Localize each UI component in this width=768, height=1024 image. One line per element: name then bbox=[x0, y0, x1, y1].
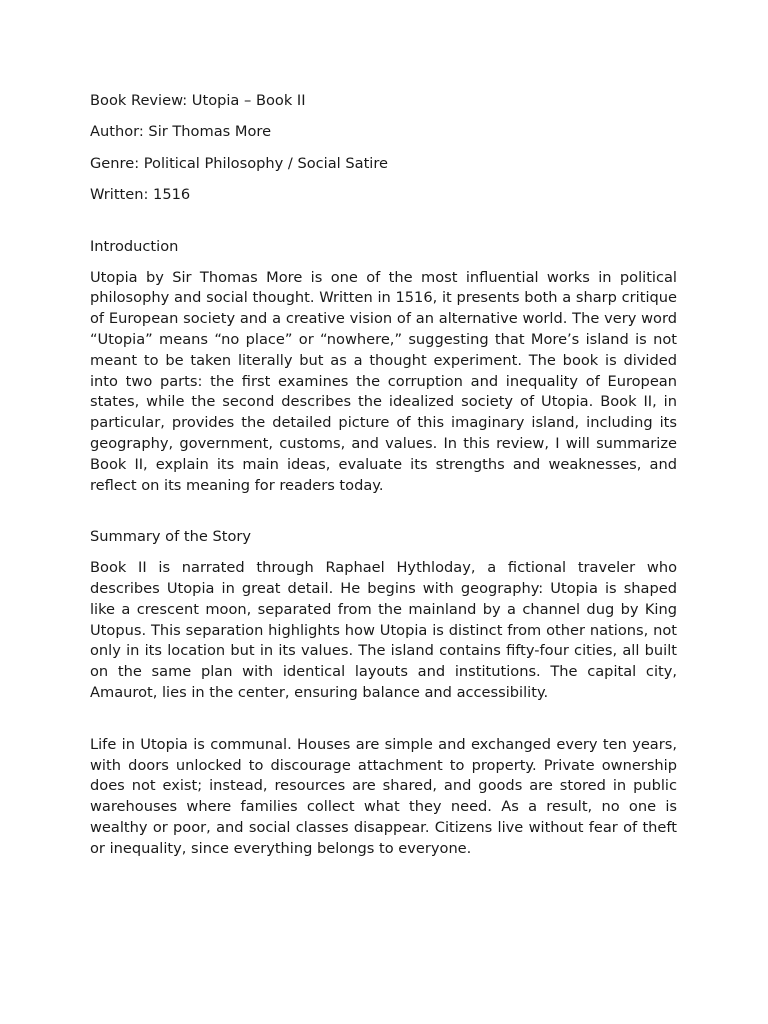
introduction-paragraph: Utopia by Sir Thomas More is one of the most influential works in political philosophy and social thought. Written in 1516, it presents both a sharp critique of European society and a creative vision of an alternative world. The very word “Utopia” means “no place” or “nowhere,” suggesting that More’s island is not meant to be taken literally but as a thought experiment. The book is divided into two parts: the first examines the corruption and inequality of European states, while the second describes the idealized society of Utopia. Book II, in particular, provides the detailed picture of this imaginary island, including its geography, government, customs, and values. In this review, I will summarize Book II, explain its main ideas, evaluate its strengths and weaknesses, and reflect on its meaning for readers today. bbox=[90, 268, 677, 494]
written-line: Written: 1516 bbox=[90, 186, 191, 204]
summary-heading: Summary of the Story bbox=[90, 528, 252, 546]
review-title: Book Review: Utopia – Book II bbox=[90, 92, 306, 109]
spacer bbox=[90, 496, 677, 527]
spacer bbox=[90, 704, 677, 735]
document-body bbox=[90, 91, 677, 860]
summary-paragraph-2: Life in Utopia is communal. Houses are simple and exchanged every ten years, with doors unlocked to discourage attachment to property. Private ownership does not exist; instead, resources are shared, and goods are stored in public warehouses where families collect what they need. As a result, no one is wealthy or poor, and social classes disappear. Citizens live without fear of theft or inequality, since everything belongs to everyone. bbox=[90, 735, 677, 857]
genre-line: Genre: Political Philosophy / Social Satire bbox=[90, 154, 389, 172]
spacer bbox=[90, 217, 677, 237]
summary-paragraph-1: Book II is narrated through Raphael Hythloday, a fictional traveler who describes Utopia in great detail. He begins with geography: Utopia is shaped like a crescent moon, separated from the mainland by a channel dug by King Utopus. This separation highlights how Utopia is distinct from other nations, not only in its location but in its values. The island contains fifty-four cities, all built on the same plan with identical layouts and institutions. The capital city, Amaurot, lies in the center, ensuring balance and accessibility. bbox=[90, 559, 677, 702]
author-line: Author: Sir Thomas More bbox=[90, 123, 272, 141]
introduction-heading: Introduction bbox=[90, 237, 179, 255]
